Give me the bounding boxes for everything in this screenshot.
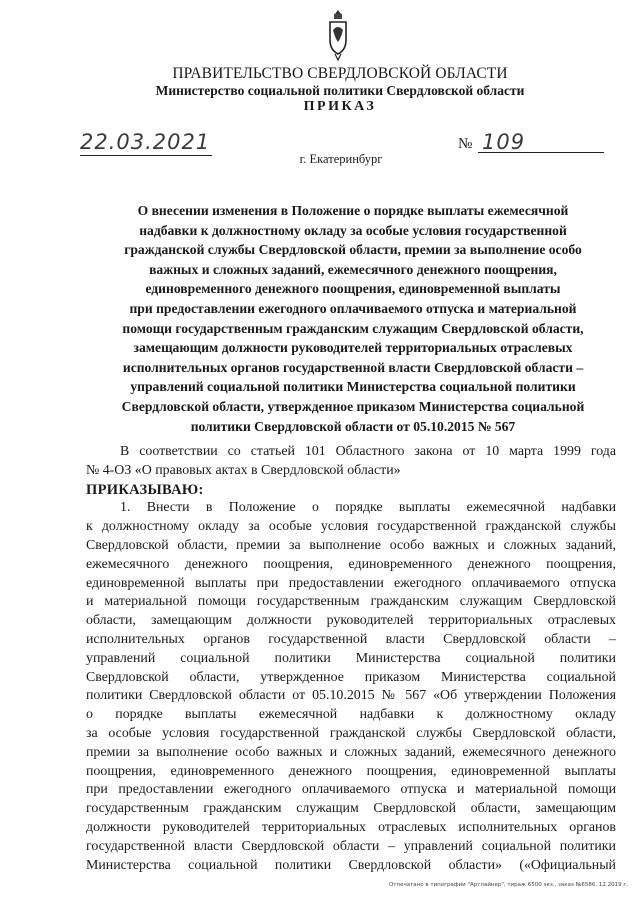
item-line: при предоставлении ежегодного оплачиваемого отпуска и материальной помощи [86,782,616,798]
order-heading: ПРИКАЗ [303,99,377,114]
item-line: о порядке выплаты ежемесячной надбавки к должностному окладу [86,707,616,723]
document-title [88,201,618,436]
order-date: 22.03.2021 [80,130,211,154]
title-line: единовременного денежного поощрения, единовременной выплаты [145,281,561,297]
title-line: замещающим должности руководителей территориальных отраслевых [133,340,573,356]
document-body [86,443,616,875]
item-line: Свердловской области, утвержденное приказом Министерства социальной [86,669,616,685]
preamble-line: № 4-ОЗ «О правовых актах в Свердловской области» [86,462,401,478]
item-line: государственным гражданским служащим Свердловской области, замещающим [86,801,616,817]
item-line: управлений социальной политики Министерства социальной политики [86,650,616,666]
print-footer: Отпечатано в типографии "Артлайнер", тираж 6500 экз., заказ №6586. 12.2019 г. [388,882,628,888]
item-line: к должностному окладу за особые условия государственной гражданской службы [86,519,616,535]
item-line: единовременной выплаты при предоставлении ежегодного оплачиваемого отпуска [86,575,616,591]
title-line: исполнительных органов государственной власти Свердловской области – [122,359,584,375]
order-number: 109 [482,130,526,154]
title-line: политики Свердловской области от 05.10.2015 № 567 [190,418,516,434]
item-line: области, замещающим должности руководителей территориальных отраслевых [86,613,616,629]
title-line: важных и сложных заданий, ежемесячного денежного поощрения, [149,261,557,277]
title-line: гражданской службы Свердловской области, премии за выполнение особо [124,242,582,258]
item-line: 1. Внести в Положение о порядке выплаты ежемесячной надбавки [120,500,616,516]
city-label: г. Екатеринбург [299,152,383,166]
item-line: поощрения, единовременного денежного поощрения, единовременной выплаты [86,763,616,779]
title-line: О внесении изменения в Положение о порядке выплаты ежемесячной [137,203,569,218]
item-line: за особые условия государственной гражданской службы Свердловской области, [86,725,616,741]
title-line: при предоставлении ежегодного оплачиваемого отпуска и материальной [129,300,577,316]
government-heading: ПРАВИТЕЛЬСТВО СВЕРДЛОВСКОЙ ОБЛАСТИ [172,65,508,82]
item-line: должности руководителей территориальных отраслевых исполнительных органов [86,819,616,835]
title-line: помощи государственным гражданским служащим Свердловской области, [122,320,584,336]
coat-of-arms-emblem [326,8,350,64]
item-line: исполнительных органов государственной власти Свердловской области – [86,631,616,647]
item-line: Министерства социальной политики Свердловской области» («Официальный [86,857,616,873]
number-sign: № [458,136,473,152]
title-line: управлений социальной политики Министерства социальной политики [130,379,576,395]
item-line: Свердловской области, премии за выполнение особо важных и сложных заданий, [86,537,616,553]
item-line: премии за выполнение особо важных и сложных заданий, ежемесячного денежного [86,744,616,760]
item-line: политики Свердловской области от 05.10.2015 № 567 «Об утверждении Положения [86,688,616,704]
item-line: ежемесячного денежного поощрения, единовременного денежного поощрения, [86,556,616,572]
title-line: Свердловской области, утвержденное приказом Министерства социальной [121,398,585,414]
ministry-heading: Министерство социальной политики Свердловской области [155,83,525,98]
item-line: и материальной помощи государственным гражданским служащим Свердловской [86,594,616,610]
title-line: надбавки к должностному окладу за особые условия государственной [139,222,567,238]
item-line: государственной власти Свердловской области – управлений социальной политики [86,838,616,854]
preamble-line: В соответствии со статьей 101 Областного закона от 10 марта 1999 года [120,444,616,459]
order-directive: ПРИКАЗЫВАЮ: [86,481,204,498]
